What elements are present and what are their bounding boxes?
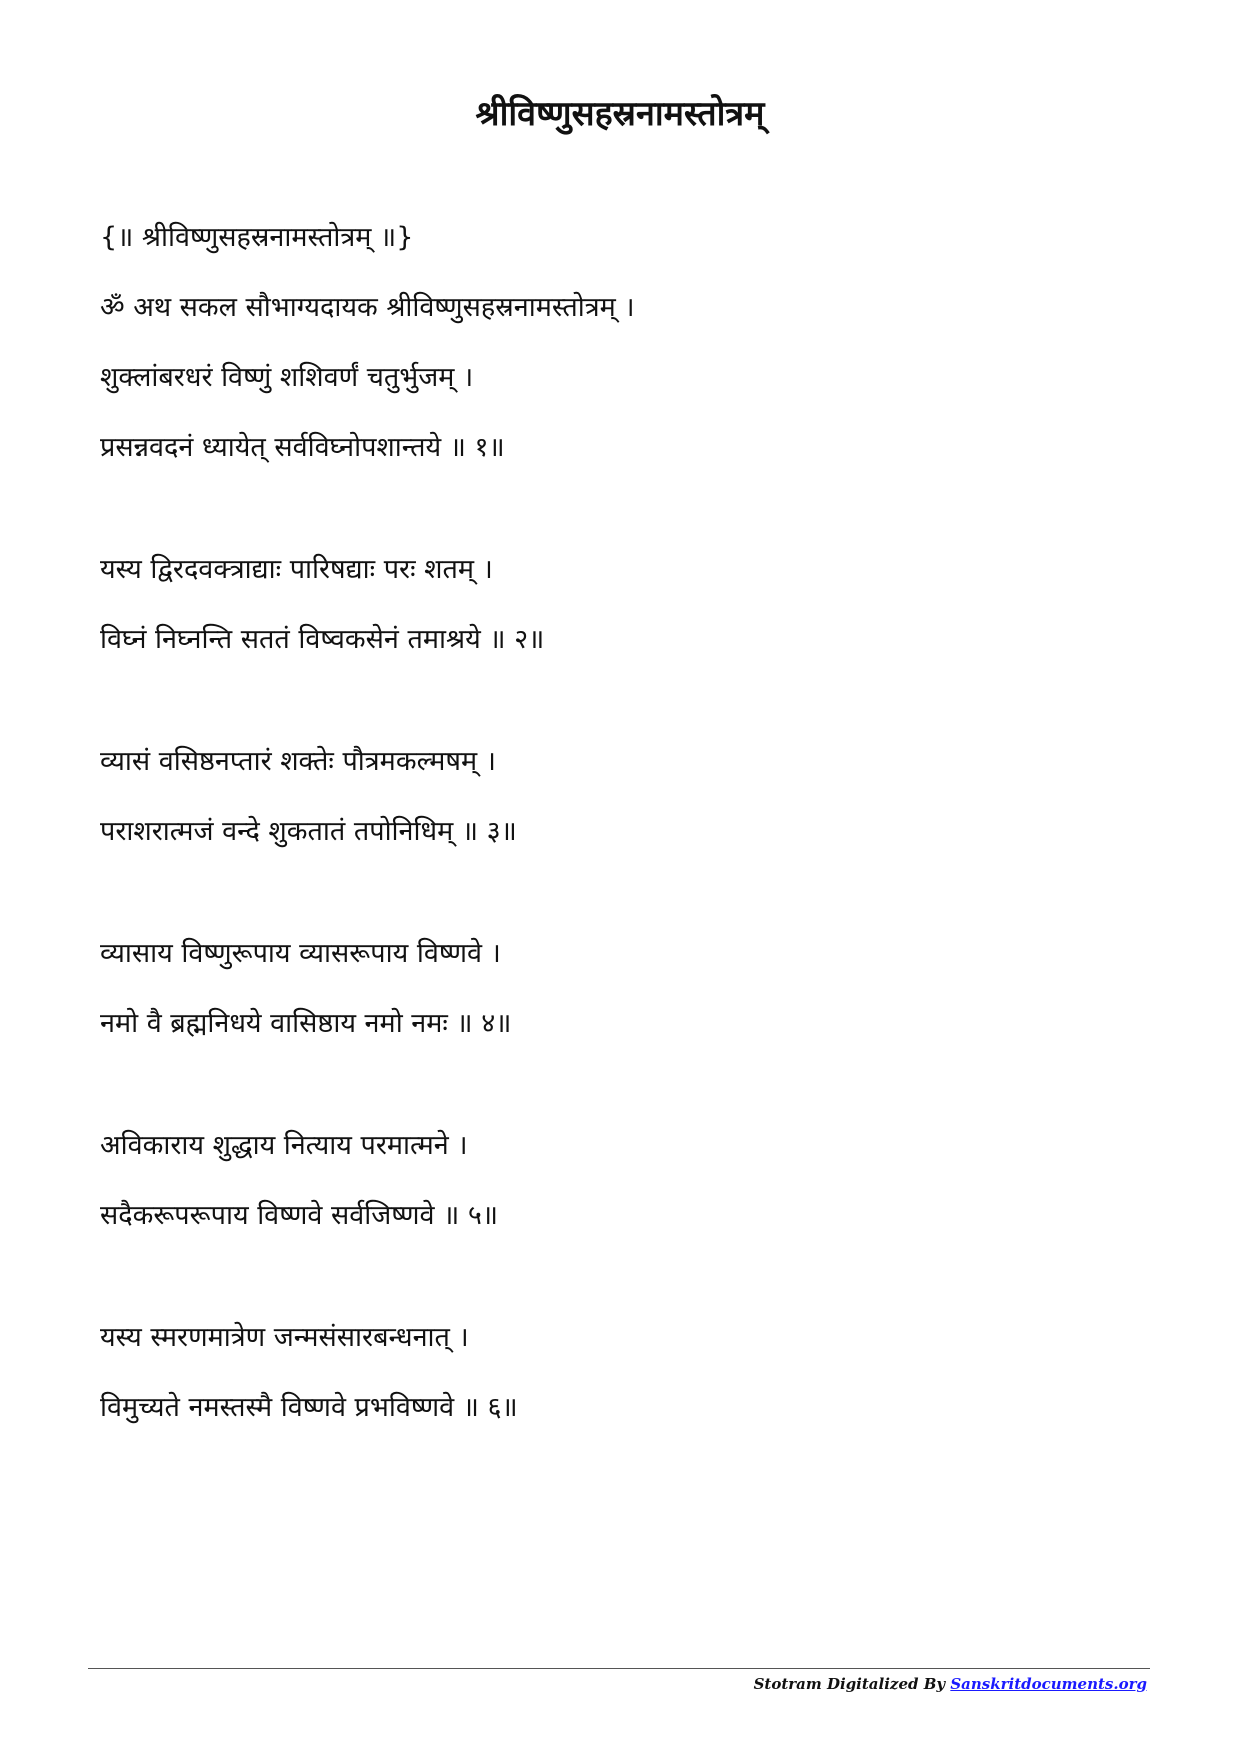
verse-4 [100, 936, 1140, 1042]
verse-line: पराशरात्मजं वन्दे शुकतातं तपोनिधिम् ॥ ३॥ [100, 816, 517, 847]
verse-line: विमुच्यते नमस्तस्मै विष्णवे प्रभविष्णवे ॥ ६॥ [100, 1392, 518, 1423]
verse-line: अविकाराय शुद्धाय नित्याय परमात्मने । [100, 1130, 468, 1161]
verse-line: व्यासं वसिष्ठनप्तारं शक्तेः पौत्रमकल्मषम् । [100, 746, 496, 777]
verse-2 [100, 552, 1140, 658]
verse-5 [100, 1128, 1140, 1234]
verse-6 [100, 1320, 1140, 1426]
verse-line: व्यासाय विष्णुरूपाय व्यासरूपाय विष्णवे । [100, 938, 501, 969]
footer-credit [754, 1674, 1147, 1694]
intro-line: ॐ अथ सकल सौभाग्यदायक श्रीविष्णुसहस्रनामस्तोत्रम् । [100, 292, 635, 323]
verse-line: यस्य द्विरदवक्त्राद्याः पारिषद्याः परः शतम् । [100, 554, 493, 585]
footer-credit-text: Stotram Digitalized By [753, 1675, 951, 1693]
heading-line: {॥ श्रीविष्णुसहस्रनामस्तोत्रम् ॥} [100, 222, 414, 253]
footer-divider [88, 1668, 1150, 1669]
verse-line: नमो वै ब्रह्मनिधये वासिष्ठाय नमो नमः ॥ ४॥ [100, 1008, 512, 1039]
verse-line: विघ्नं निघ्नन्ति सततं विष्वकसेनं तमाश्रये ॥ २॥ [100, 624, 545, 655]
verse-line: यस्य स्मरणमात्रेण जन्मसंसारबन्धनात् । [100, 1322, 469, 1353]
verse-line: शुक्लांबरधरं विष्णुं शशिवर्णं चतुर्भुजम् । [100, 362, 474, 393]
document-title: श्रीविष्णुसहस्रनामस्तोत्रम् [475, 94, 765, 134]
verse-1 [100, 360, 1140, 466]
stotram-body [100, 220, 1140, 1512]
verse-line: सदैकरूपरूपाय विष्णवे सर्वजिष्णवे ॥ ५॥ [100, 1200, 499, 1231]
sanskritdocuments-link[interactable]: Sanskritdocuments.org [950, 1675, 1147, 1693]
verse-3 [100, 744, 1140, 850]
verse-line: प्रसन्नवदनं ध्यायेत् सर्वविघ्नोपशान्तये ॥ १॥ [100, 432, 505, 463]
